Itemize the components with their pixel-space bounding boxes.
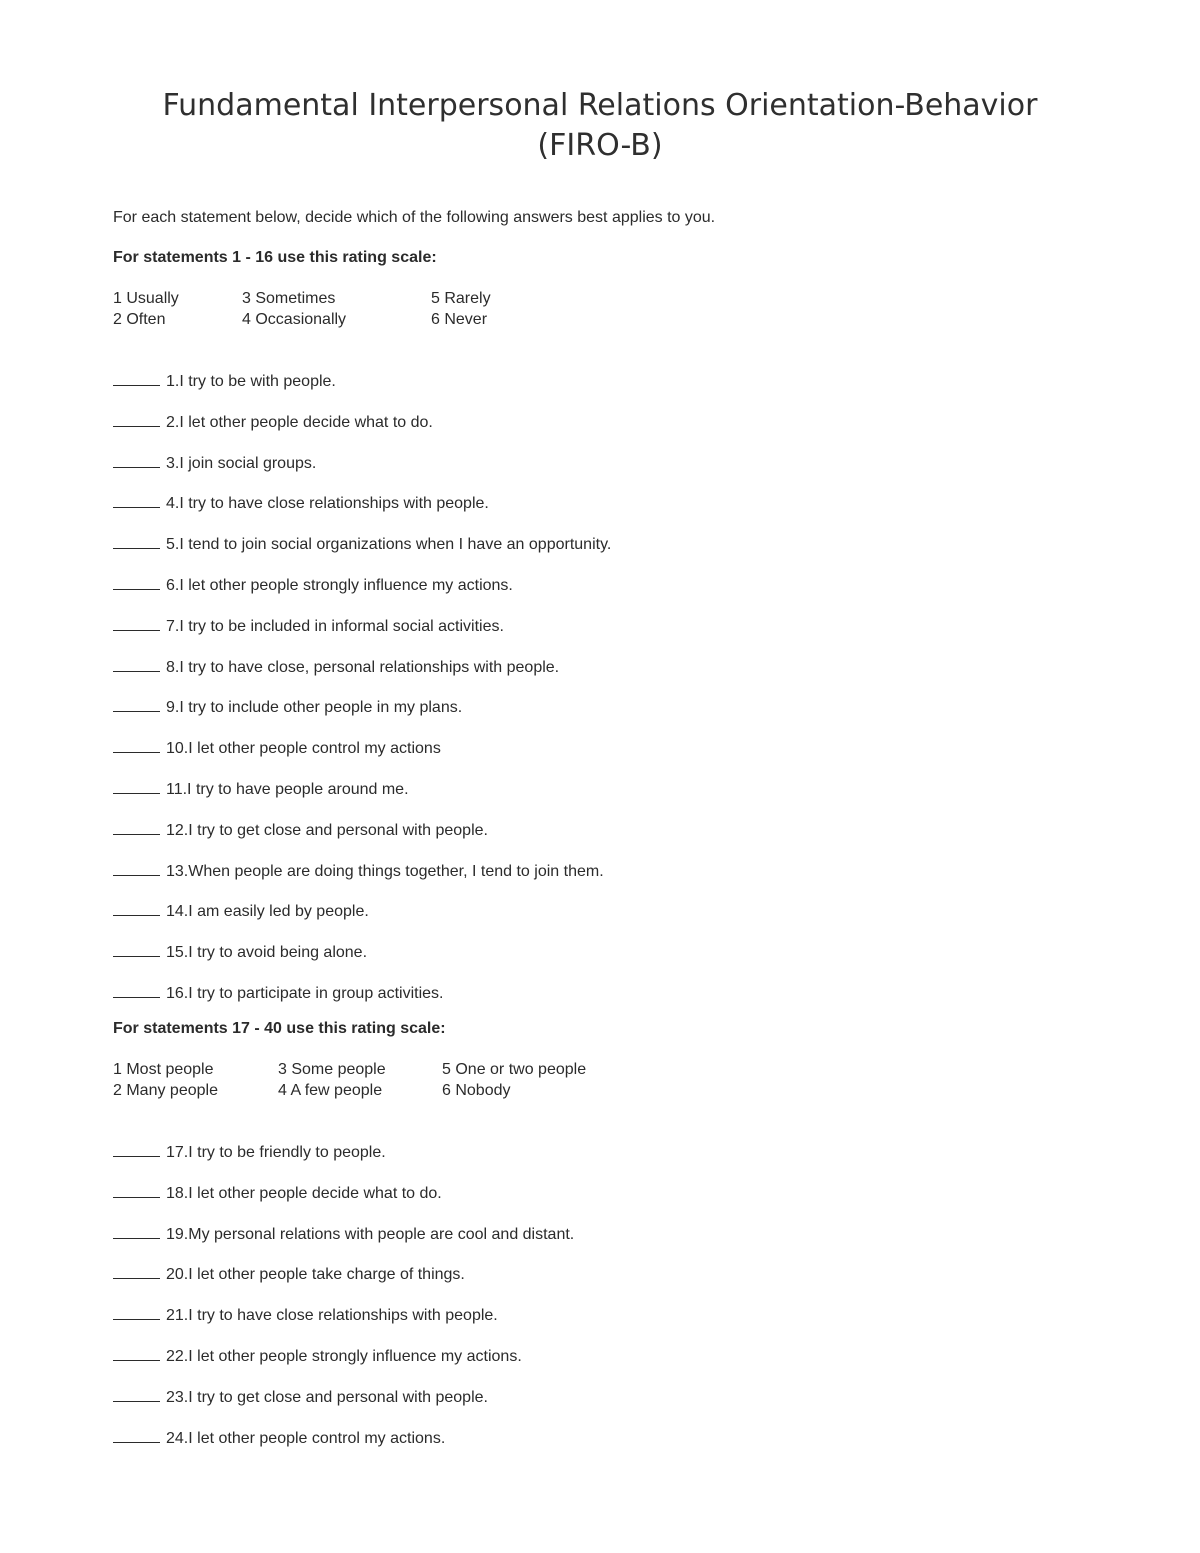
answer-blank[interactable] xyxy=(113,1305,160,1320)
answer-blank[interactable] xyxy=(113,1387,160,1402)
statement-text: 21.I try to have close relationships with people. xyxy=(166,1307,498,1325)
answer-blank[interactable] xyxy=(113,697,160,712)
document-title-line-1: Fundamental Interpersonal Relations Orientation-Behavior xyxy=(162,88,1038,123)
statement-item xyxy=(113,983,443,1004)
scale1-option: 3 Sometimes xyxy=(242,290,336,307)
answer-blank[interactable] xyxy=(113,1264,160,1279)
answer-blank[interactable] xyxy=(113,493,160,508)
statement-item xyxy=(113,861,604,882)
section1-heading: For statements 1 - 16 use this rating scale: xyxy=(113,249,437,266)
statement-text: 24.I let other people control my actions. xyxy=(166,1429,446,1447)
scale1-option: 2 Often xyxy=(113,311,166,328)
scale1-option: 5 Rarely xyxy=(431,290,491,307)
statement-text: 11.I try to have people around me. xyxy=(166,781,409,798)
answer-blank[interactable] xyxy=(113,616,160,631)
statement-text: 19.My personal relations with people are cool and distant. xyxy=(166,1225,575,1243)
statement-text: 6.I let other people strongly influence my actions. xyxy=(166,577,513,594)
statement-item xyxy=(113,1305,498,1326)
statement-item xyxy=(113,901,369,922)
scale1-option: 4 Occasionally xyxy=(242,311,347,328)
statement-item xyxy=(113,657,559,678)
statement-item xyxy=(113,493,489,514)
statement-text: 9.I try to include other people in my plans. xyxy=(166,699,463,717)
document-title-line-2: (FIRO-B) xyxy=(537,128,663,163)
statement-text: 15.I try to avoid being alone. xyxy=(166,944,368,962)
statement-item xyxy=(113,1264,465,1285)
statement-item xyxy=(113,1224,574,1245)
answer-blank[interactable] xyxy=(113,983,160,998)
instructions-text: For each statement below, decide which of the following answers best applies to you. xyxy=(113,209,716,226)
section2-heading: For statements 17 - 40 use this rating scale: xyxy=(113,1020,446,1037)
statement-item xyxy=(113,453,316,474)
answer-blank[interactable] xyxy=(113,453,160,468)
statement-item xyxy=(113,738,441,759)
statement-item xyxy=(113,942,367,963)
answer-blank[interactable] xyxy=(113,657,160,672)
statement-item xyxy=(113,575,513,596)
answer-blank[interactable] xyxy=(113,575,160,590)
statement-item xyxy=(113,1346,522,1367)
answer-blank[interactable] xyxy=(113,412,160,427)
statement-item xyxy=(113,616,504,637)
statement-item xyxy=(113,1387,488,1408)
answer-blank[interactable] xyxy=(113,371,160,386)
scale1-option: 1 Usually xyxy=(113,290,179,307)
statement-text: 17.I try to be friendly to people. xyxy=(166,1144,386,1161)
scale2-option: 5 One or two people xyxy=(442,1061,587,1078)
statement-text: 10.I let other people control my actions xyxy=(166,740,441,758)
answer-blank[interactable] xyxy=(113,820,160,835)
answer-blank[interactable] xyxy=(113,1142,160,1157)
statement-item xyxy=(113,534,611,555)
statement-text: 4.I try to have close relationships with people. xyxy=(166,495,489,513)
statement-text: 16.I try to participate in group activities. xyxy=(166,985,444,1002)
answer-blank[interactable] xyxy=(113,738,160,753)
scale2-option: 2 Many people xyxy=(113,1082,218,1099)
scale2-option: 3 Some people xyxy=(278,1061,386,1078)
statement-text: 18.I let other people decide what to do. xyxy=(166,1184,442,1202)
statement-text: 8.I try to have close, personal relationships with people. xyxy=(166,658,560,676)
statement-item xyxy=(113,697,462,718)
statement-item xyxy=(113,1142,386,1163)
statement-item xyxy=(113,371,336,392)
scale2-option: 1 Most people xyxy=(113,1061,214,1078)
statement-text: 20.I let other people take charge of things. xyxy=(166,1266,465,1284)
scale2-option: 4 A few people xyxy=(278,1082,383,1099)
statement-text: 3.I join social groups. xyxy=(166,454,317,472)
statement-item xyxy=(113,820,488,841)
answer-blank[interactable] xyxy=(113,861,160,876)
answer-blank[interactable] xyxy=(113,942,160,957)
answer-blank[interactable] xyxy=(113,534,160,549)
statement-text: 23.I try to get close and personal with people. xyxy=(166,1388,488,1406)
statement-text: 14.I am easily led by people. xyxy=(166,903,369,921)
scale2-option: 6 Nobody xyxy=(442,1082,511,1099)
answer-blank[interactable] xyxy=(113,1428,160,1443)
answer-blank[interactable] xyxy=(113,901,160,916)
statement-item xyxy=(113,412,433,433)
answer-blank[interactable] xyxy=(113,1183,160,1198)
answer-blank[interactable] xyxy=(113,1346,160,1361)
statement-text: 12.I try to get close and personal with people. xyxy=(166,821,488,839)
scale1-option: 6 Never xyxy=(431,311,488,328)
statement-text: 13.When people are doing things together, I tend to join them. xyxy=(166,862,604,880)
statement-text: 7.I try to be included in informal social activities. xyxy=(166,617,504,635)
statement-item xyxy=(113,1183,442,1204)
statement-text: 5.I tend to join social organizations when I have an opportunity. xyxy=(166,536,612,554)
statement-item xyxy=(113,779,409,800)
statement-text: 1.I try to be with people. xyxy=(166,373,336,390)
answer-blank[interactable] xyxy=(113,1224,160,1239)
statement-item xyxy=(113,1428,445,1449)
statement-text: 22.I let other people strongly influence my actions. xyxy=(166,1348,522,1365)
statement-text: 2.I let other people decide what to do. xyxy=(166,413,433,431)
answer-blank[interactable] xyxy=(113,779,160,794)
